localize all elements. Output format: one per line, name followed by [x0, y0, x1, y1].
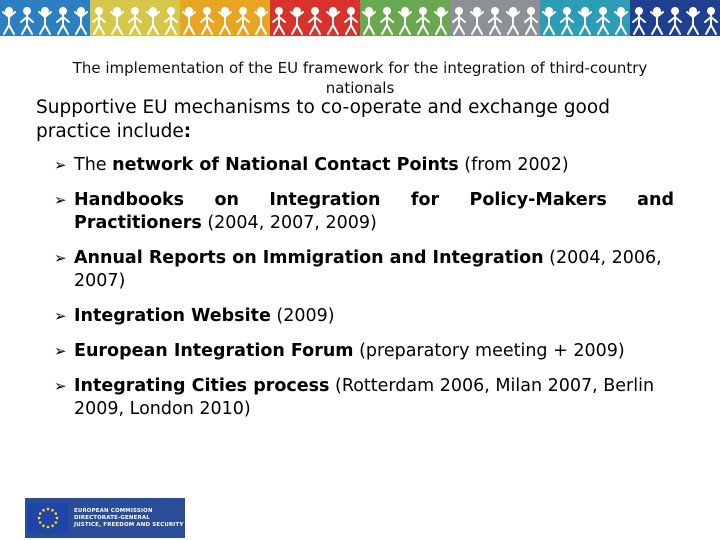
- people-figures-icon: [540, 4, 630, 36]
- list-item-integration-website: [54, 305, 674, 328]
- banner-segment: [540, 0, 630, 36]
- banner-segment: [270, 0, 360, 36]
- item-bold-word: and: [637, 190, 674, 210]
- mechanism-list: [54, 154, 674, 433]
- lead-text: Supportive EU mechanisms to co-operate and exchange good practice include: [36, 97, 610, 142]
- people-figures-icon: [450, 4, 540, 36]
- item-bold-text: Practitioners: [74, 213, 202, 233]
- eu-star-icon: [39, 521, 42, 524]
- eu-star-icon: [42, 524, 45, 527]
- people-figures-icon: [360, 4, 450, 36]
- item-bold-word: on: [214, 190, 239, 210]
- eu-star-icon: [54, 512, 57, 515]
- arrow-bullet-icon: ➢: [54, 377, 67, 395]
- people-figures-icon: [630, 4, 720, 36]
- arrow-bullet-icon: ➢: [54, 307, 67, 325]
- arrow-bullet-icon: ➢: [54, 191, 67, 209]
- logo-text: [74, 508, 183, 529]
- arrow-bullet-icon: ➢: [54, 342, 67, 360]
- eu-star-icon: [54, 521, 57, 524]
- item-bold-word: Integration: [269, 190, 381, 210]
- item-bold-text: European Integration Forum: [74, 341, 354, 361]
- item-date-text: (from 2002): [458, 155, 569, 175]
- item-bold-text: Integrating Cities process: [74, 376, 330, 396]
- arrow-bullet-icon: ➢: [54, 249, 67, 267]
- banner-segment: [90, 0, 180, 36]
- item-date-text: (2009): [270, 306, 335, 326]
- list-item-annual-reports: [54, 247, 674, 293]
- item-date-text: (Rotterdam 2006, Milan 2007, Berlin 2009, London 2010): [74, 376, 655, 419]
- eu-star-icon: [42, 509, 45, 512]
- logo-line: EUROPEAN COMMISSION: [74, 507, 153, 514]
- item-date-text: (preparatory meeting + 2009): [353, 341, 625, 361]
- logo-line: DIRECTORATE-GENERAL: [74, 514, 150, 521]
- item-date-text: (2004, 2007, 2009): [201, 213, 377, 233]
- banner-segment: [0, 0, 90, 36]
- eu-star-icon: [47, 508, 50, 511]
- logo-line: JUSTICE, FREEDOM AND SECURITY: [74, 521, 184, 528]
- eu-star-icon: [51, 509, 54, 512]
- list-item-national-contact-points: [54, 154, 674, 177]
- banner-segment: [180, 0, 270, 36]
- banner-segment: [360, 0, 450, 36]
- banner-segment: [450, 0, 540, 36]
- people-figures-icon: [180, 4, 270, 36]
- item-bold-word: Handbooks: [74, 190, 185, 210]
- eu-star-icon: [39, 512, 42, 515]
- european-commission-logo: [25, 498, 185, 538]
- item-bold-text: Integration Website: [74, 306, 271, 326]
- item-date-text: (2004, 2006, 2007): [74, 248, 662, 291]
- item-bold-word: for: [410, 190, 440, 210]
- eu-star-icon: [51, 524, 54, 527]
- list-item-integration-forum: [54, 340, 674, 363]
- people-figures-icon: [90, 4, 180, 36]
- eu-stars-icon: [28, 503, 68, 533]
- eu-star-icon: [47, 526, 50, 529]
- header-banner: [0, 0, 720, 36]
- people-figures-icon: [0, 4, 90, 36]
- item-bold-word: Policy-Makers: [469, 190, 607, 210]
- slide-title: The implementation of the EU framework for the integration of third-country nationals: [72, 59, 648, 97]
- eu-star-icon: [38, 517, 41, 520]
- item-bold-text: Annual Reports on Immigration and Integration: [74, 248, 544, 268]
- eu-flag-icon: [28, 503, 68, 533]
- people-figures-icon: [270, 4, 360, 36]
- list-item-handbooks: [54, 189, 674, 235]
- lead-paragraph: [36, 96, 676, 144]
- list-item-integrating-cities: [54, 375, 674, 421]
- item-text: The: [74, 155, 113, 175]
- eu-star-icon: [56, 517, 59, 520]
- arrow-bullet-icon: ➢: [54, 156, 67, 174]
- item-bold-text: network of National Contact Points: [112, 155, 459, 175]
- lead-colon: :: [183, 121, 192, 142]
- banner-segment: [630, 0, 720, 36]
